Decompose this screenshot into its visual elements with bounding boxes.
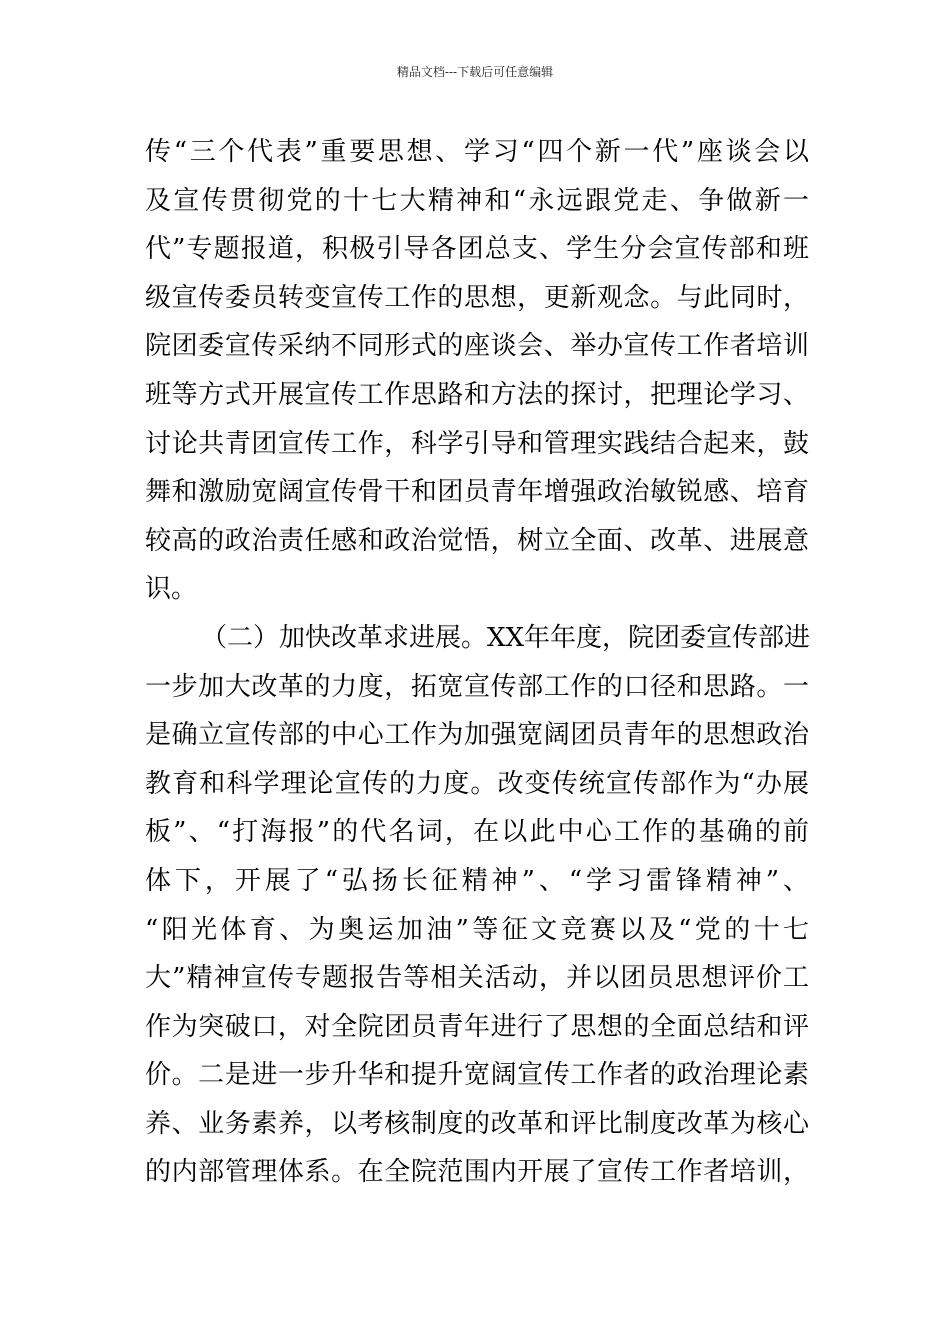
body-line: 大”精神宣传专题报告等相关活动，并以团员思想评价工: [145, 963, 809, 994]
body-line: “阳光体育、为奥运加油”等征文竞赛以及“党的十七: [145, 914, 809, 945]
body-line: 一步加大改革的力度，拓宽宣传部工作的口径和思路。一: [145, 671, 809, 702]
body-line: 讨论共青团宣传工作，科学引导和管理实践结合起来，鼓: [145, 428, 809, 459]
paragraph-start-line: （二）加快改革求进展。XX年年度，院团委宣传部进: [201, 622, 811, 653]
body-line: 代”专题报道，积极引导各团总支、学生分会宣传部和班: [145, 234, 809, 265]
body-line: 传“三个代表”重要思想、学习“四个新一代”座谈会以: [145, 137, 809, 167]
body-line: 板”、“打海报”的代名词，在以此中心工作的基确的前: [145, 817, 809, 848]
body-line: 较高的政治责任感和政治觉悟，树立全面、改革、进展意: [145, 525, 809, 556]
body-line: 价。二是进一步升华和提升宽阔宣传工作者的政治理论素: [145, 1060, 809, 1091]
body-line: 班等方式开展宣传工作思路和方法的探讨，把理论学习、: [145, 379, 809, 410]
body-line: 及宣传贯彻党的十七大精神和“永远跟党走、争做新一: [145, 185, 809, 216]
body-line: 作为突破口，对全院团员青年进行了思想的全面总结和评: [145, 1011, 809, 1042]
body-line: 院团委宣传采纳不同形式的座谈会、举办宣传工作者培训: [145, 331, 809, 362]
document-body: [145, 128, 809, 1197]
page-header: 精品文档---下载后可任意编辑: [396, 65, 554, 79]
body-line: 的内部管理体系。在全院范围内开展了宣传工作者培训，: [145, 1157, 809, 1188]
body-line: 养、业务素养，以考核制度的改革和评比制度改革为核心: [145, 1108, 809, 1139]
body-line: 体下，开展了“弘扬长征精神”、“学习雷锋精神”、: [145, 865, 809, 896]
body-line: 级宣传委员转变宣传工作的思想，更新观念。与此同时，: [145, 282, 809, 313]
body-line: 是确立宣传部的中心工作为加强宽阔团员青年的思想政治: [145, 720, 809, 751]
body-line: 舞和激励宽阔宣传骨干和团员青年增强政治敏锐感、培育: [145, 477, 809, 508]
body-line: 教育和科学理论宣传的力度。改变传统宣传部作为“办展: [145, 768, 809, 799]
paragraph-end-line: 识。: [145, 574, 198, 605]
